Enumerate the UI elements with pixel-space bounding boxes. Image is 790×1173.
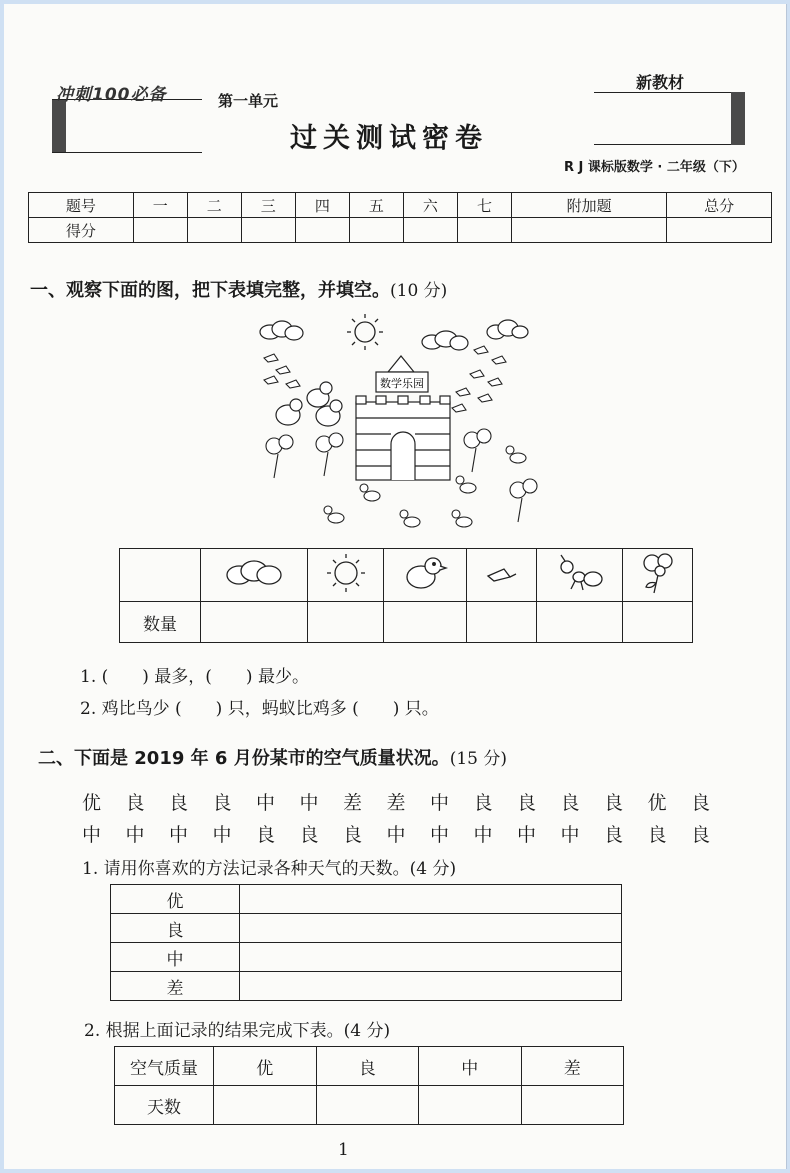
count-input-cell[interactable] xyxy=(623,602,693,643)
count-table xyxy=(119,548,693,643)
edition-label: 新教材 xyxy=(636,73,685,92)
section2-heading xyxy=(38,744,507,770)
record-input-cell[interactable] xyxy=(240,943,622,972)
score-row-label: 得分 xyxy=(29,218,134,243)
weather-day: 良 xyxy=(169,792,189,814)
score-input-cell[interactable] xyxy=(457,218,511,243)
chick-icon xyxy=(401,553,449,593)
weather-day: 中 xyxy=(473,824,493,846)
score-table xyxy=(28,192,772,243)
record-row xyxy=(111,972,622,1001)
ant-icon xyxy=(555,553,605,593)
section1-heading xyxy=(30,276,447,302)
score-header-cell: 二 xyxy=(187,193,241,218)
sun-icon xyxy=(324,551,368,595)
cloud-icon xyxy=(223,556,285,590)
weather-day: 中 xyxy=(386,824,406,846)
count-input-cell[interactable] xyxy=(467,602,537,643)
summary-header-cell: 差 xyxy=(521,1047,624,1086)
summary-header-row xyxy=(115,1047,624,1086)
record-input-cell[interactable] xyxy=(240,972,622,1001)
score-header-cell: 题号 xyxy=(29,193,134,218)
score-input-cell[interactable] xyxy=(349,218,403,243)
header-right-rule-bottom xyxy=(594,144,744,145)
summary-header-cell: 中 xyxy=(419,1047,522,1086)
subject-label: R J 课标版数学 · 二年级（下） xyxy=(564,160,745,175)
weather-day: 良 xyxy=(647,824,667,846)
count-input-cell[interactable] xyxy=(536,602,623,643)
weather-row-1 xyxy=(82,788,735,815)
header-right-bar xyxy=(731,92,745,145)
weather-day: 良 xyxy=(691,792,711,814)
weather-day: 良 xyxy=(560,792,580,814)
score-header-cell: 附加题 xyxy=(512,193,667,218)
section2-question-2: 2. 根据上面记录的结果完成下表。(4 分) xyxy=(84,1021,391,1041)
bird-icon xyxy=(482,558,522,588)
count-row-label: 数量 xyxy=(120,602,201,643)
count-header-cloud xyxy=(201,549,308,602)
header-left-bar xyxy=(52,99,66,153)
section1-question-1: 1. ( ) 最多，( ) 最少。 xyxy=(80,667,309,687)
section2-points: (15 分) xyxy=(449,749,507,769)
weather-day: 中 xyxy=(125,824,145,846)
record-label: 良 xyxy=(111,914,240,943)
cloud-icon xyxy=(487,320,528,339)
score-header-cell: 五 xyxy=(349,193,403,218)
score-header-cell: 四 xyxy=(295,193,349,218)
section2-heading-text: 二、下面是 2019 年 6 月份某市的空气质量状况。 xyxy=(38,748,450,769)
math-park-illustration xyxy=(256,310,556,550)
record-input-cell[interactable] xyxy=(240,885,622,914)
count-input-cell[interactable] xyxy=(384,602,467,643)
summary-header-cell: 良 xyxy=(316,1047,419,1086)
castle-sign: 数学乐园 xyxy=(380,377,424,390)
count-header-chick xyxy=(384,549,467,602)
weather-day: 优 xyxy=(647,792,667,814)
score-table-score-row xyxy=(29,218,772,243)
sun-icon xyxy=(347,314,383,350)
count-table-value-row xyxy=(120,602,693,643)
summary-value-row xyxy=(115,1086,624,1125)
flower-icon xyxy=(638,551,678,595)
score-header-cell: 一 xyxy=(133,193,187,218)
weather-day: 中 xyxy=(560,824,580,846)
bird-icon xyxy=(264,354,300,388)
weather-day: 良 xyxy=(691,824,711,846)
section1-question-2: 2. 鸡比鸟少 ( ) 只，蚂蚁比鸡多 ( ) 只。 xyxy=(80,699,439,719)
weather-day: 优 xyxy=(82,792,102,814)
header-right-rule xyxy=(594,92,744,93)
weather-day: 良 xyxy=(473,792,493,814)
record-row xyxy=(111,943,622,972)
chick-icon xyxy=(276,382,342,426)
weather-day: 良 xyxy=(299,824,319,846)
count-header-flower xyxy=(623,549,693,602)
weather-row-2 xyxy=(82,820,735,847)
weather-day: 中 xyxy=(169,824,189,846)
score-input-cell[interactable] xyxy=(187,218,241,243)
weather-day: 良 xyxy=(212,792,232,814)
score-input-cell[interactable] xyxy=(512,218,667,243)
weather-day: 中 xyxy=(212,824,232,846)
weather-day: 差 xyxy=(386,792,406,814)
summary-table xyxy=(114,1046,624,1125)
weather-day: 中 xyxy=(517,824,537,846)
summary-input-cell[interactable] xyxy=(521,1086,624,1125)
weather-day: 中 xyxy=(430,824,450,846)
worksheet-page xyxy=(4,4,787,1169)
record-label: 优 xyxy=(111,885,240,914)
record-row xyxy=(111,914,622,943)
weather-day: 良 xyxy=(343,824,363,846)
summary-input-cell[interactable] xyxy=(316,1086,419,1125)
score-input-cell[interactable] xyxy=(241,218,295,243)
page-number: 1 xyxy=(338,1140,349,1160)
score-header-cell: 三 xyxy=(241,193,295,218)
summary-header-cell: 空气质量 xyxy=(115,1047,214,1086)
score-header-cell: 七 xyxy=(457,193,511,218)
weather-day: 中 xyxy=(256,792,276,814)
score-table-header-row xyxy=(29,193,772,218)
count-table-corner xyxy=(120,549,201,602)
weather-day: 差 xyxy=(343,792,363,814)
brand-label: 冲刺100必备 xyxy=(56,85,167,105)
record-label: 中 xyxy=(111,943,240,972)
score-input-cell[interactable] xyxy=(295,218,349,243)
record-input-cell[interactable] xyxy=(240,914,622,943)
weather-day: 良 xyxy=(517,792,537,814)
weather-day: 中 xyxy=(299,792,319,814)
summary-input-cell[interactable] xyxy=(419,1086,522,1125)
weather-day: 良 xyxy=(604,792,624,814)
count-input-cell[interactable] xyxy=(307,602,383,643)
record-row xyxy=(111,885,622,914)
score-header-cell: 总分 xyxy=(667,193,772,218)
record-label: 差 xyxy=(111,972,240,1001)
section2-question-1: 1. 请用你喜欢的方法记录各种天气的天数。(4 分) xyxy=(82,859,457,879)
score-input-cell[interactable] xyxy=(667,218,772,243)
count-input-cell[interactable] xyxy=(201,602,308,643)
score-header-cell: 六 xyxy=(403,193,457,218)
score-input-cell[interactable] xyxy=(133,218,187,243)
count-table-icon-row xyxy=(120,549,693,602)
unit-label: 第一单元 xyxy=(218,92,279,110)
weather-day: 中 xyxy=(82,824,102,846)
weather-day: 良 xyxy=(125,792,145,814)
castle-icon xyxy=(356,356,450,480)
section1-points: (10 分) xyxy=(390,281,448,301)
cloud-icon xyxy=(260,321,303,340)
count-header-ant xyxy=(536,549,623,602)
summary-header-cell: 优 xyxy=(214,1047,317,1086)
page-title: 过关测试密卷 xyxy=(290,123,488,154)
summary-row-label: 天数 xyxy=(115,1086,214,1125)
count-header-sun xyxy=(307,549,383,602)
cloud-icon xyxy=(422,331,468,350)
summary-input-cell[interactable] xyxy=(214,1086,317,1125)
bird-icon xyxy=(452,346,506,412)
header-left-rule-bottom xyxy=(52,152,202,153)
score-input-cell[interactable] xyxy=(403,218,457,243)
record-table xyxy=(110,884,622,1001)
section1-heading-text: 一、观察下面的图，把下表填完整，并填空。 xyxy=(30,280,390,301)
weather-day: 中 xyxy=(430,792,450,814)
weather-day: 良 xyxy=(256,824,276,846)
weather-day: 良 xyxy=(604,824,624,846)
count-header-bird xyxy=(467,549,537,602)
